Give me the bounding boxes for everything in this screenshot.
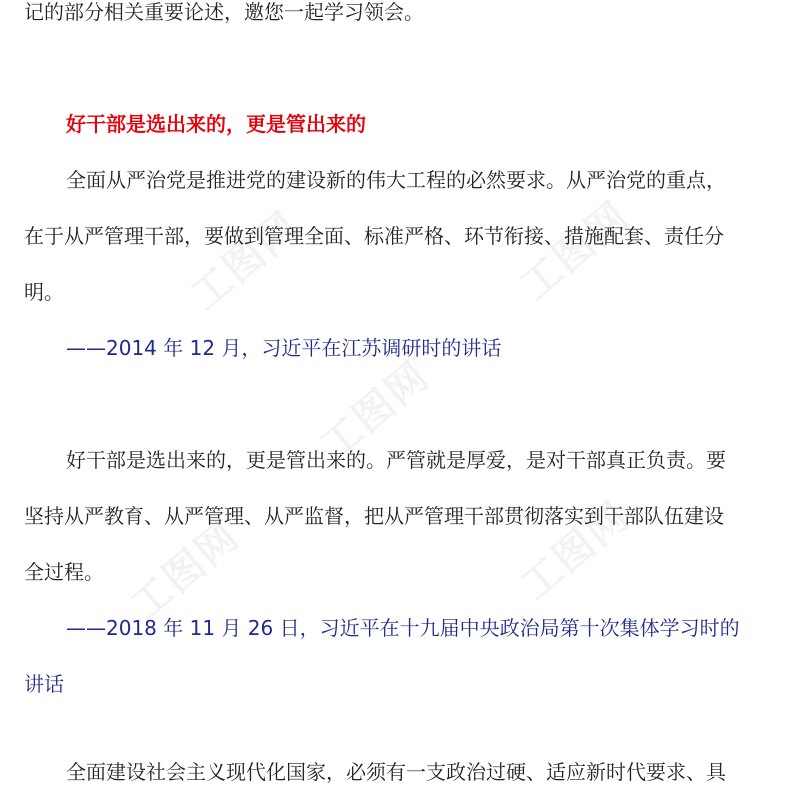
paragraph-1-line-1: 全面从严治党是推进党的建设新的伟大工程的必然要求。从严治党的重点， — [66, 168, 726, 192]
paragraph-3-line-1: 全面建设社会主义现代化国家，必须有一支政治过硬、适应新时代要求、具 — [66, 760, 726, 784]
watermark-5: 工图网 — [512, 493, 639, 610]
watermark-1: 工图网 — [182, 203, 309, 320]
paragraph-2-line-2: 坚持从严教育、从严管理、从严监督，把从严管理干部贯彻落实到干部队伍建设 — [24, 504, 724, 528]
intro-text-line: 记的部分相关重要论述，邀您一起学习领会。 — [24, 0, 424, 24]
watermark-4: 工图网 — [122, 513, 249, 630]
paragraph-1-line-2: 在于从严管理干部，要做到管理全面、标准严格、环节衔接、措施配套、责任分 — [24, 224, 724, 248]
watermark-2: 工图网 — [512, 193, 639, 310]
paragraph-1-line-3: 明。 — [24, 280, 64, 304]
section-heading: 好干部是选出来的，更是管出来的 — [66, 112, 366, 136]
paragraph-2-line-1: 好干部是选出来的，更是管出来的。严管就是厚爱，是对干部真正负责。要 — [66, 448, 726, 472]
citation-1: ——2014 年 12 月，习近平在江苏调研时的讲话 — [66, 336, 502, 360]
citation-2-line-1: ——2018 年 11 月 26 日，习近平在十九届中央政治局第十次集体学习时的 — [66, 616, 740, 640]
paragraph-2-line-3: 全过程。 — [24, 560, 104, 584]
watermark-3: 工图网 — [312, 353, 439, 470]
citation-2-line-2: 讲话 — [24, 672, 64, 696]
